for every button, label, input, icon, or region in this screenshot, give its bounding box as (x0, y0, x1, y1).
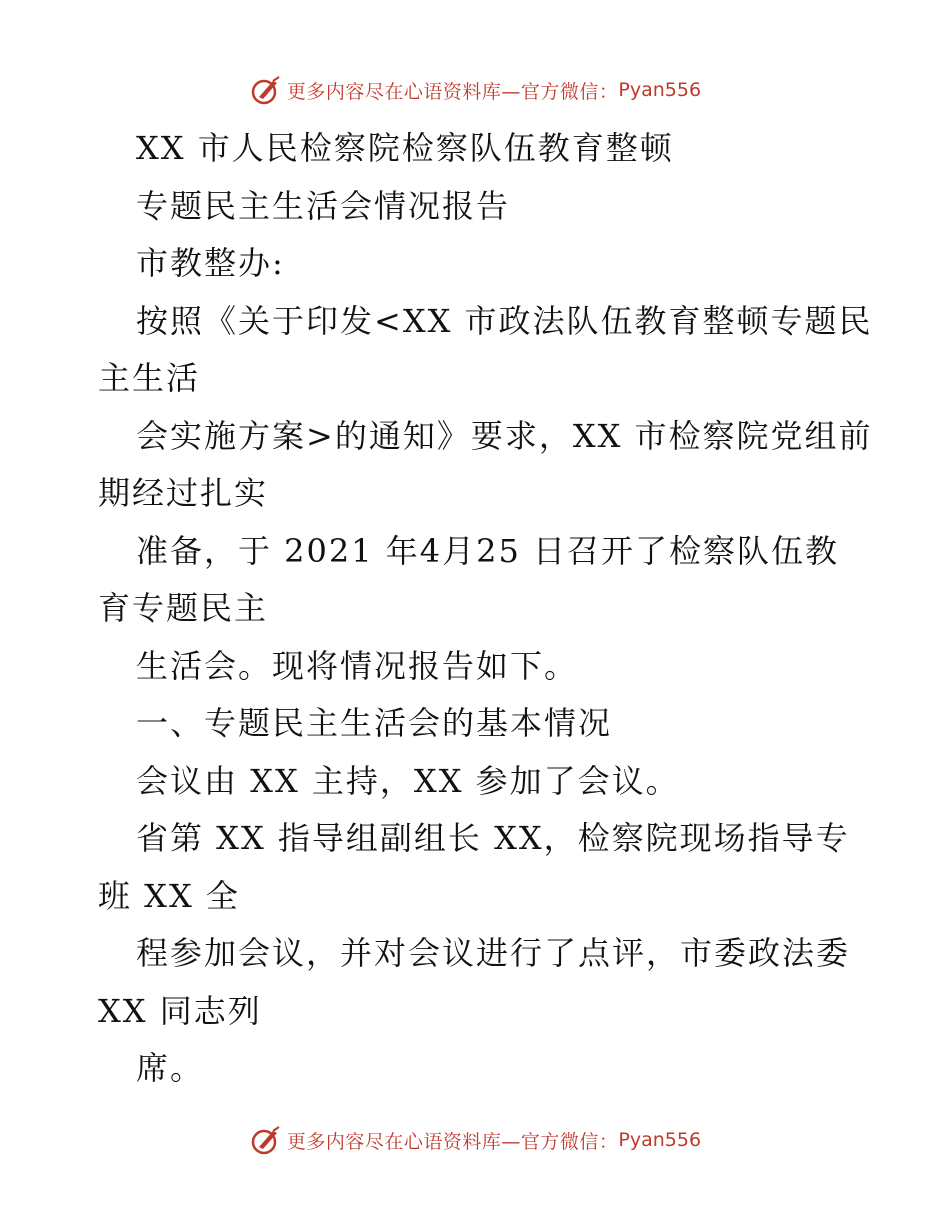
watermark-text: 更多内容尽在心语资料库—官方微信： (286, 80, 619, 103)
doc-section-heading: 一、专题民主生活会的基本情况 (136, 704, 613, 742)
doc-paragraph-line: XX 同志列 (98, 991, 262, 1030)
doc-paragraph-line: 会议由 XX 主持，XX 参加了会议。 (136, 761, 680, 800)
doc-paragraph-line: 准备，于 2021 年4月25 日召开了检察队伍教 (136, 531, 840, 570)
document-body (98, 120, 888, 1098)
doc-recipient: 市教整办: (136, 244, 285, 282)
doc-paragraph-line: 会实施方案>的通知》要求，XX 市检察院党组前 (136, 416, 873, 455)
doc-paragraph-line: 席。 (136, 1049, 205, 1087)
doc-title-line-2: 专题民主生活会情况报告 (136, 186, 511, 225)
pen-logo-icon (249, 1123, 283, 1157)
doc-paragraph-line: 班 XX 全 (98, 876, 240, 915)
watermark-wechat-id: Pyan556 (618, 1129, 702, 1151)
doc-paragraph-line: 按照《关于印发<XX 市政法队伍教育整顿专题民 (136, 301, 873, 340)
doc-paragraph-line: 期经过扎实 (98, 474, 269, 512)
watermark-header (0, 70, 950, 110)
watermark-text: 更多内容尽在心语资料库—官方微信： (286, 1130, 619, 1153)
doc-paragraph-line: 育专题民主 (98, 589, 269, 627)
doc-paragraph-line: 程参加会议，并对会议进行了点评，市委政法委 (136, 934, 851, 972)
watermark-footer (0, 1120, 950, 1160)
doc-title-line-1: XX 市人民检察院检察队伍教育整顿 (136, 129, 674, 167)
pen-logo-icon (249, 73, 283, 107)
watermark-wechat-id: Pyan556 (618, 79, 702, 101)
doc-paragraph-line: 主生活 (98, 359, 201, 397)
doc-paragraph-line: 省第 XX 指导组副组长 XX，检察院现场指导专 (136, 819, 850, 857)
doc-paragraph-line: 生活会。现将情况报告如下。 (136, 646, 579, 685)
